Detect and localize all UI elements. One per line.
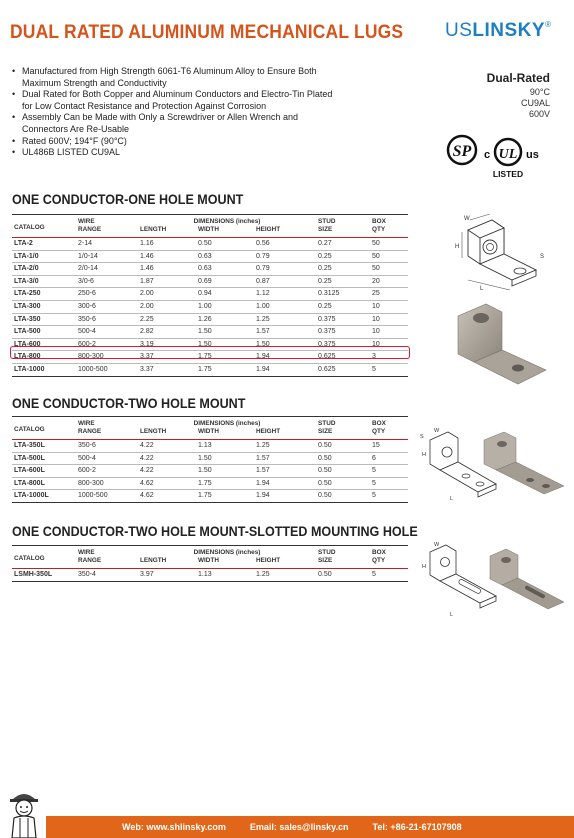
table-row xyxy=(12,263,408,276)
cell-width: 1.50 xyxy=(198,328,212,336)
cell-height: 1.50 xyxy=(256,340,270,348)
header-wire: WIRE xyxy=(78,218,95,225)
feature-item: • Assembly Can be Made with Only a Screwdriver or Allen Wrench and Connectors Are Re-Usable xyxy=(12,112,342,135)
feature-item: • Dual Rated for Both Copper and Aluminum Conductors and Electro-Tin Plated for Low Contact Resistance and Protection Against Corrosion xyxy=(12,89,342,112)
cell-stud-size: 0.50 xyxy=(318,467,332,475)
cell-wire-range: 1000-500 xyxy=(78,492,108,500)
footer-email-link[interactable]: Email: sales@linsky.cn xyxy=(249,822,349,832)
cell-length: 4.62 xyxy=(140,492,154,500)
header-stud: STUD xyxy=(318,218,336,225)
dim-label-l: L xyxy=(450,612,454,618)
header-size: SIZE xyxy=(318,428,333,435)
cell-height: 0.79 xyxy=(256,265,270,273)
cell-stud-size: 0.625 xyxy=(318,365,336,373)
cell-stud-size: 0.3125 xyxy=(318,290,340,298)
cell-height: 1.57 xyxy=(256,467,270,475)
header-dimensions: DIMENSIONS (inches) xyxy=(193,218,261,225)
cell-catalog: LTA-800 xyxy=(14,353,41,361)
header-width: WIDTH xyxy=(198,428,219,435)
cell-box-qty: 10 xyxy=(372,315,380,323)
header-catalog: CATALOG xyxy=(14,554,45,562)
cell-stud-size: 0.25 xyxy=(318,265,332,273)
ul-listed-text: LISTED xyxy=(492,169,524,179)
cell-width: 1.13 xyxy=(198,442,212,449)
table-row xyxy=(12,490,408,503)
cell-height: 1.00 xyxy=(256,302,270,310)
cell-catalog: LTA-800L xyxy=(14,479,45,487)
cell-catalog: LSMH-350L xyxy=(14,571,53,578)
cell-length: 4.22 xyxy=(140,467,154,475)
cell-height: 1.12 xyxy=(256,290,270,298)
cell-stud-size: 0.50 xyxy=(318,442,332,449)
cell-length: 1.16 xyxy=(140,240,154,247)
cell-wire-range: 600-2 xyxy=(78,340,96,348)
header-size: SIZE xyxy=(318,226,333,233)
cell-width: 1.75 xyxy=(198,365,212,373)
cell-width: 1.50 xyxy=(198,340,212,348)
rating-voltage: 600V xyxy=(528,109,550,119)
ul-country-us: us xyxy=(526,149,539,161)
cell-height: 1.57 xyxy=(256,454,270,462)
cell-box-qty: 5 xyxy=(372,479,376,487)
logo-prefix: US xyxy=(445,20,473,41)
header-range: RANGE xyxy=(78,557,102,564)
ul-country-c: c xyxy=(484,149,491,161)
page-title: DUAL RATED ALUMINUM MECHANICAL LUGS xyxy=(10,22,404,43)
table-row xyxy=(12,275,408,288)
table-row xyxy=(12,250,408,263)
table-row xyxy=(12,363,408,376)
cell-width: 0.69 xyxy=(198,277,212,285)
cell-width: 1.00 xyxy=(198,302,212,310)
cell-catalog: LTA-300 xyxy=(14,302,41,310)
feature-item: • UL486B LISTED CU9AL xyxy=(12,147,342,159)
cell-wire-range: 300-6 xyxy=(78,302,96,310)
cell-catalog: LTA-350L xyxy=(14,442,45,449)
cell-catalog: LTA-1/0 xyxy=(14,252,39,260)
logo-trademark: ® xyxy=(545,20,552,29)
table-row xyxy=(12,465,408,478)
cell-width: 1.13 xyxy=(198,571,212,578)
two-hole-lug-diagram-icon xyxy=(414,426,574,506)
header-height: HEIGHT xyxy=(256,428,281,435)
table-row xyxy=(12,452,408,465)
logo-name: LINSKY xyxy=(472,20,546,41)
selected-row-highlight xyxy=(10,346,410,359)
dim-label-l: L xyxy=(480,286,484,292)
one-hole-lug-photo xyxy=(448,296,558,396)
certification-marks xyxy=(446,132,556,180)
footer-web-link[interactable]: Web: www.shlinsky.com xyxy=(122,822,226,832)
cell-length: 2.25 xyxy=(140,315,154,323)
cell-wire-range: 500-4 xyxy=(78,328,96,336)
section-title: ONE CONDUCTOR-ONE HOLE MOUNT xyxy=(12,192,244,207)
header-range: RANGE xyxy=(78,428,102,435)
cell-height: 1.94 xyxy=(256,353,270,361)
section-title: ONE CONDUCTOR-TWO HOLE MOUNT xyxy=(12,396,246,411)
dim-label-l: L xyxy=(450,496,454,502)
cell-length: 3.37 xyxy=(140,353,154,361)
cell-width: 1.50 xyxy=(198,467,212,475)
cell-length: 1.46 xyxy=(140,252,154,260)
header-catalog: CATALOG xyxy=(14,425,45,433)
cell-box-qty: 20 xyxy=(372,277,380,285)
cell-box-qty: 25 xyxy=(372,290,380,298)
dim-label-h: H xyxy=(455,244,460,250)
table-row xyxy=(12,440,408,453)
cell-catalog: LTA-3/0 xyxy=(14,277,39,285)
cell-stud-size: 0.375 xyxy=(318,315,336,323)
header-width: WIDTH xyxy=(198,557,219,564)
cell-stud-size: 0.375 xyxy=(318,328,336,336)
cell-wire-range: 2-14 xyxy=(78,240,93,247)
cell-length: 4.22 xyxy=(140,442,154,449)
cell-box-qty: 15 xyxy=(372,442,380,449)
cell-wire-range: 3/0-6 xyxy=(78,277,94,285)
cell-box-qty: 5 xyxy=(372,492,376,500)
mascot-icon xyxy=(2,786,46,838)
cell-wire-range: 1000-500 xyxy=(78,365,108,373)
csa-mark-text: SP xyxy=(452,143,472,160)
cell-wire-range: 500-4 xyxy=(78,454,96,462)
dim-label-w: W xyxy=(434,428,440,434)
cell-height: 1.25 xyxy=(256,315,270,323)
cell-box-qty: 6 xyxy=(372,454,376,462)
table-row xyxy=(12,326,408,339)
cell-width: 1.26 xyxy=(198,315,212,323)
footer-bar xyxy=(46,816,574,838)
csa-mark-icon xyxy=(448,136,476,164)
header-qty: QTY xyxy=(372,226,386,233)
header-wire: WIRE xyxy=(78,420,95,427)
header-catalog: CATALOG xyxy=(14,223,45,231)
cell-length: 2.82 xyxy=(140,328,154,336)
header-length: LENGTH xyxy=(140,428,167,435)
table-row xyxy=(12,288,408,301)
cell-stud-size: 0.50 xyxy=(318,479,332,487)
cell-stud-size: 0.27 xyxy=(318,240,332,247)
cell-length: 2.00 xyxy=(140,302,154,310)
cell-stud-size: 0.625 xyxy=(318,353,336,361)
dim-label-s: S xyxy=(420,434,424,440)
one-hole-lug-diagram-icon xyxy=(440,214,568,296)
section-title: ONE CONDUCTOR-TWO HOLE MOUNT-SLOTTED MOUNTING HOLE xyxy=(12,524,418,539)
cell-box-qty: 10 xyxy=(372,340,380,348)
cell-height: 1.94 xyxy=(256,492,270,500)
cell-catalog: LTA-500 xyxy=(14,328,41,336)
cell-wire-range: 2/0-14 xyxy=(78,265,98,273)
cell-catalog: LTA-1000 xyxy=(14,365,45,373)
cell-box-qty: 50 xyxy=(372,252,380,260)
cell-length: 4.62 xyxy=(140,479,154,487)
header-stud: STUD xyxy=(318,549,336,556)
header-length: LENGTH xyxy=(140,226,167,233)
cell-box-qty: 10 xyxy=(372,328,380,336)
cell-catalog: LTA-350 xyxy=(14,315,41,323)
brand-logo[interactable] xyxy=(445,20,552,42)
header-size: SIZE xyxy=(318,557,333,564)
cell-stud-size: 0.25 xyxy=(318,252,332,260)
cell-box-qty: 3 xyxy=(372,353,376,361)
cell-catalog: LTA-500L xyxy=(14,454,45,462)
cell-catalog: LTA-2 xyxy=(14,240,33,247)
table-row xyxy=(12,477,408,490)
cell-stud-size: 0.50 xyxy=(318,571,332,578)
cell-wire-range: 350-6 xyxy=(78,315,96,323)
header-dimensions: DIMENSIONS (inches) xyxy=(193,420,261,427)
cell-stud-size: 0.375 xyxy=(318,340,336,348)
table-row xyxy=(12,300,408,313)
feature-list xyxy=(12,66,342,159)
ul-mark-icon xyxy=(495,139,521,165)
table-row xyxy=(12,569,408,582)
cell-length: 2.00 xyxy=(140,290,154,298)
cell-width: 1.75 xyxy=(198,353,212,361)
cell-wire-range: 350-4 xyxy=(78,571,96,578)
cell-height: 1.94 xyxy=(256,479,270,487)
cell-width: 0.94 xyxy=(198,290,212,298)
cell-length: 3.97 xyxy=(140,571,154,578)
header-length: LENGTH xyxy=(140,557,167,564)
cell-width: 0.63 xyxy=(198,252,212,260)
rating-block xyxy=(487,70,550,120)
cell-width: 1.50 xyxy=(198,454,212,462)
cell-catalog: LTA-1000L xyxy=(14,492,49,500)
cell-stud-size: 0.50 xyxy=(318,492,332,500)
header-qty: QTY xyxy=(372,557,386,564)
cell-height: 1.94 xyxy=(256,365,270,373)
header-box: BOX xyxy=(372,420,386,427)
cell-width: 0.50 xyxy=(198,240,212,247)
cell-box-qty: 50 xyxy=(372,240,380,247)
cell-catalog: LTA-250 xyxy=(14,290,41,298)
cell-box-qty: 5 xyxy=(372,365,376,373)
cell-length: 4.22 xyxy=(140,454,154,462)
slotted-lug-diagram-icon xyxy=(414,540,574,622)
cell-box-qty: 10 xyxy=(372,302,380,310)
cell-height: 1.25 xyxy=(256,442,270,449)
rating-temperature: 90°C xyxy=(529,87,550,97)
cell-wire-range: 800-300 xyxy=(78,479,104,487)
cell-height: 1.25 xyxy=(256,571,270,578)
cell-stud-size: 0.50 xyxy=(318,454,332,462)
header-dimensions: DIMENSIONS (inches) xyxy=(193,549,261,556)
feature-item: • Rated 600V; 194°F (90°C) xyxy=(12,136,342,148)
header-wire: WIRE xyxy=(78,549,95,556)
header-box: BOX xyxy=(372,549,386,556)
cell-height: 0.79 xyxy=(256,252,270,260)
cell-height: 0.56 xyxy=(256,240,270,247)
cell-catalog: LTA-600L xyxy=(14,467,45,475)
spec-table xyxy=(12,545,408,582)
dim-label-h: H xyxy=(422,564,426,570)
header-range: RANGE xyxy=(78,226,102,233)
header-stud: STUD xyxy=(318,420,336,427)
cell-box-qty: 5 xyxy=(372,571,376,578)
dim-label-h: H xyxy=(422,452,426,458)
cell-box-qty: 5 xyxy=(372,467,376,475)
cell-wire-range: 250-6 xyxy=(78,290,96,298)
footer-phone: Tel: +86-21-67107908 xyxy=(372,822,462,832)
cell-length: 1.46 xyxy=(140,265,154,273)
feature-item: • Manufactured from High Strength 6061-T6 Aluminum Alloy to Ensure Both Maximum Strength and Conductivity xyxy=(12,66,342,89)
table-row xyxy=(12,313,408,326)
cell-wire-range: 800-300 xyxy=(78,353,104,361)
dim-label-w: W xyxy=(434,542,440,548)
spec-table xyxy=(12,416,408,503)
header-height: HEIGHT xyxy=(256,557,281,564)
ul-mark-text: UL xyxy=(498,147,518,162)
cell-width: 1.75 xyxy=(198,492,212,500)
header-width: WIDTH xyxy=(198,226,219,233)
dim-label-w: W xyxy=(464,216,470,222)
cell-width: 1.75 xyxy=(198,479,212,487)
cell-stud-size: 0.25 xyxy=(318,277,332,285)
rating-conductor: CU9AL xyxy=(520,98,550,108)
cell-catalog: LTA-600 xyxy=(14,340,41,348)
cell-width: 0.63 xyxy=(198,265,212,273)
cell-wire-range: 1/0-14 xyxy=(78,252,98,260)
cell-catalog: LTA-2/0 xyxy=(14,265,39,273)
dim-label-s: S xyxy=(540,254,545,260)
cell-height: 0.87 xyxy=(256,277,270,285)
cell-stud-size: 0.25 xyxy=(318,302,332,310)
cell-length: 1.87 xyxy=(140,277,154,285)
cell-wire-range: 350-6 xyxy=(78,442,96,449)
cell-box-qty: 50 xyxy=(372,265,380,273)
cell-height: 1.57 xyxy=(256,328,270,336)
cell-wire-range: 600-2 xyxy=(78,467,96,475)
header-qty: QTY xyxy=(372,428,386,435)
table-row xyxy=(12,238,408,251)
cell-length: 3.37 xyxy=(140,365,154,373)
rating-title: Dual-Rated xyxy=(486,71,550,85)
header-box: BOX xyxy=(372,218,386,225)
cell-length: 3.19 xyxy=(140,340,154,348)
header-height: HEIGHT xyxy=(256,226,281,233)
